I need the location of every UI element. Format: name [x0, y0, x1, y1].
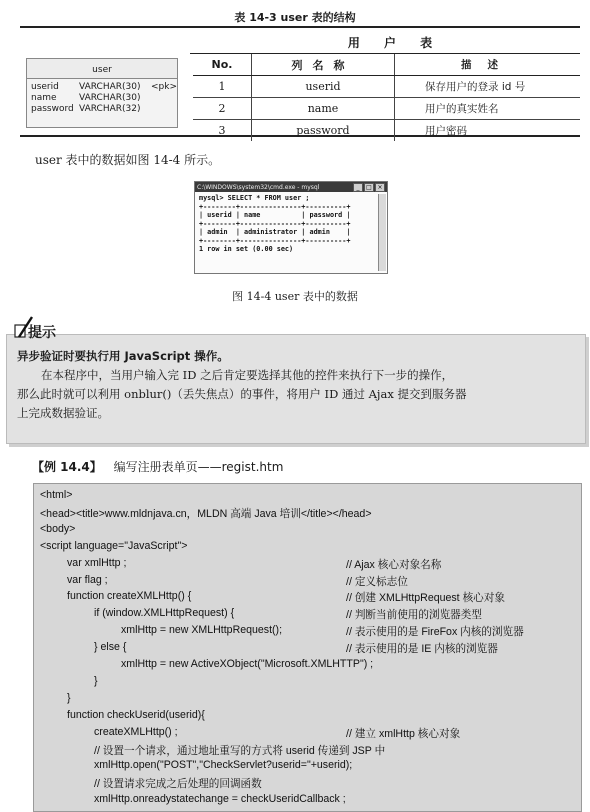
table-row — [193, 120, 580, 141]
code-line: function createXMLHttp() { — [67, 590, 192, 603]
intro-paragraph: user 表中的数据如图 14-4 所示。 — [35, 153, 221, 167]
entity-name: user — [27, 59, 177, 79]
tip-heading: 异步验证时要执行用 JavaScript 操作。 — [17, 349, 229, 363]
table-caption: 表 14-3 user 表的结构 — [234, 11, 356, 24]
tip-body-line: 那么此时就可以利用 onblur()（丢失焦点）的事件，将用户 ID 通过 Ajax 提交到服务器 — [17, 387, 467, 401]
cell-description: 保存用户的登录 id 号 — [425, 81, 526, 93]
table-header-row — [193, 54, 580, 76]
example-label: 【例 14.4】 — [32, 460, 102, 474]
code-comment: // 定义标志位 — [346, 575, 408, 588]
code-line: xmlHttp.onreadystatechange = checkUseridCallback ; — [94, 793, 346, 806]
code-line: } — [94, 674, 98, 687]
table-grid — [193, 54, 580, 141]
header-column-name: 列名称 — [252, 54, 395, 75]
table-title: 用 户 表 — [347, 36, 443, 50]
code-line: xmlHttp = new XMLHttpRequest(); — [121, 624, 283, 637]
cell-no: 3 — [193, 120, 252, 141]
close-icon: × — [375, 183, 385, 192]
cell-description: 用户的真实姓名 — [425, 103, 499, 115]
table-row — [193, 76, 580, 98]
code-line: var flag ; — [67, 573, 108, 586]
code-comment: // 表示使用的是 IE 内核的浏览器 — [346, 643, 498, 656]
cmd-line: +--------+---------------+----------+ — [199, 202, 351, 211]
code-line: <head><title>www.mldnjava.cn，MLDN 高端 Java 培训</title></head> — [40, 507, 372, 520]
entity-field-type: VARCHAR(30) — [79, 93, 141, 103]
code-line: xmlHttp.open("POST","CheckServlet?userid="+userid); — [94, 759, 353, 772]
tip-body-line: 上完成数据验证。 — [17, 406, 109, 420]
code-comment: // 表示使用的是 FireFox 内核的浏览器 — [346, 626, 524, 639]
entity-field-name: password — [31, 104, 74, 114]
header-no: No. — [193, 54, 252, 75]
code-line: var xmlHttp ; — [67, 556, 127, 569]
code-line: } else { — [94, 641, 127, 654]
code-line: } — [67, 691, 71, 704]
cmd-line: mysql> SELECT * FROM user ; — [199, 194, 310, 202]
cmd-titlebar — [195, 182, 387, 192]
header-description: 描述 — [461, 59, 514, 71]
entity-field-key: <pk> — [151, 82, 178, 92]
user-table — [20, 26, 580, 138]
entity-field-name: name — [31, 93, 57, 103]
code-line: function checkUserid(userid){ — [67, 708, 205, 721]
cmd-title: C:\WINDOWS\system32\cmd.exe - mysql — [197, 183, 320, 191]
entity-field-type: VARCHAR(32) — [79, 104, 141, 114]
code-line: // 设置一个请求，通过地址重写的方式将 userid 传递到 JSP 中 — [94, 744, 386, 757]
code-line: if (window.XMLHttpRequest) { — [94, 607, 235, 620]
tip-label: 提示 — [28, 325, 56, 341]
tip-body-line: 在本程序中，当用户输入完 ID 之后肯定要选择其他的控件来执行下一步的操作， — [41, 368, 454, 382]
code-comment: // 判断当前使用的浏览器类型 — [346, 609, 482, 622]
cell-no: 2 — [193, 98, 252, 119]
example-title: 编写注册表单页——regist.htm — [113, 460, 284, 474]
cell-column-name: name — [252, 98, 395, 119]
code-comment: // 建立 xmlHttp 核心对象 — [346, 727, 461, 740]
table-row — [193, 98, 580, 120]
code-line: <script language="JavaScript"> — [40, 539, 188, 552]
entity-field — [27, 82, 177, 93]
code-line: createXMLHttp() ; — [94, 725, 178, 738]
entity-field — [27, 93, 177, 104]
example-heading — [32, 458, 283, 475]
code-comment: // Ajax 核心对象名称 — [346, 558, 442, 571]
maximize-icon: □ — [364, 183, 374, 192]
cell-column-name: userid — [252, 76, 395, 97]
entity-field-name: userid — [31, 82, 59, 92]
cmd-line: 1 row in set (0.00 sec) — [199, 245, 294, 253]
cmd-line: +--------+---------------+----------+ — [199, 236, 351, 245]
code-line: // 设置请求完成之后处理的回调函数 — [94, 778, 262, 791]
cmd-window — [194, 181, 388, 274]
entity-field — [27, 104, 177, 115]
code-line: <body> — [40, 522, 76, 535]
cell-description: 用户密码 — [425, 125, 467, 137]
cell-no: 1 — [193, 76, 252, 97]
code-comment: // 创建 XMLHttpRequest 核心对象 — [346, 592, 505, 605]
tip-box — [6, 334, 586, 444]
entity-diagram — [26, 58, 178, 128]
code-listing — [33, 483, 582, 812]
entity-field-type: VARCHAR(30) — [79, 82, 141, 92]
figure-caption: 图 14-4 user 表中的数据 — [232, 290, 358, 303]
cell-column-name: password — [252, 120, 395, 141]
cmd-line: +--------+---------------+----------+ — [199, 219, 351, 228]
code-line: <html> — [40, 489, 73, 501]
table-top-rule — [20, 26, 580, 28]
cmd-output — [195, 192, 387, 256]
cmd-line: | userid | name | password | — [199, 211, 351, 219]
code-line: xmlHttp = new ActiveXObject("Microsoft.XMLHTTP") ; — [121, 658, 374, 670]
cmd-line: | admin | administrator | admin | — [199, 228, 351, 236]
cmd-scrollbar — [378, 194, 386, 271]
minimize-icon: _ — [353, 183, 363, 192]
